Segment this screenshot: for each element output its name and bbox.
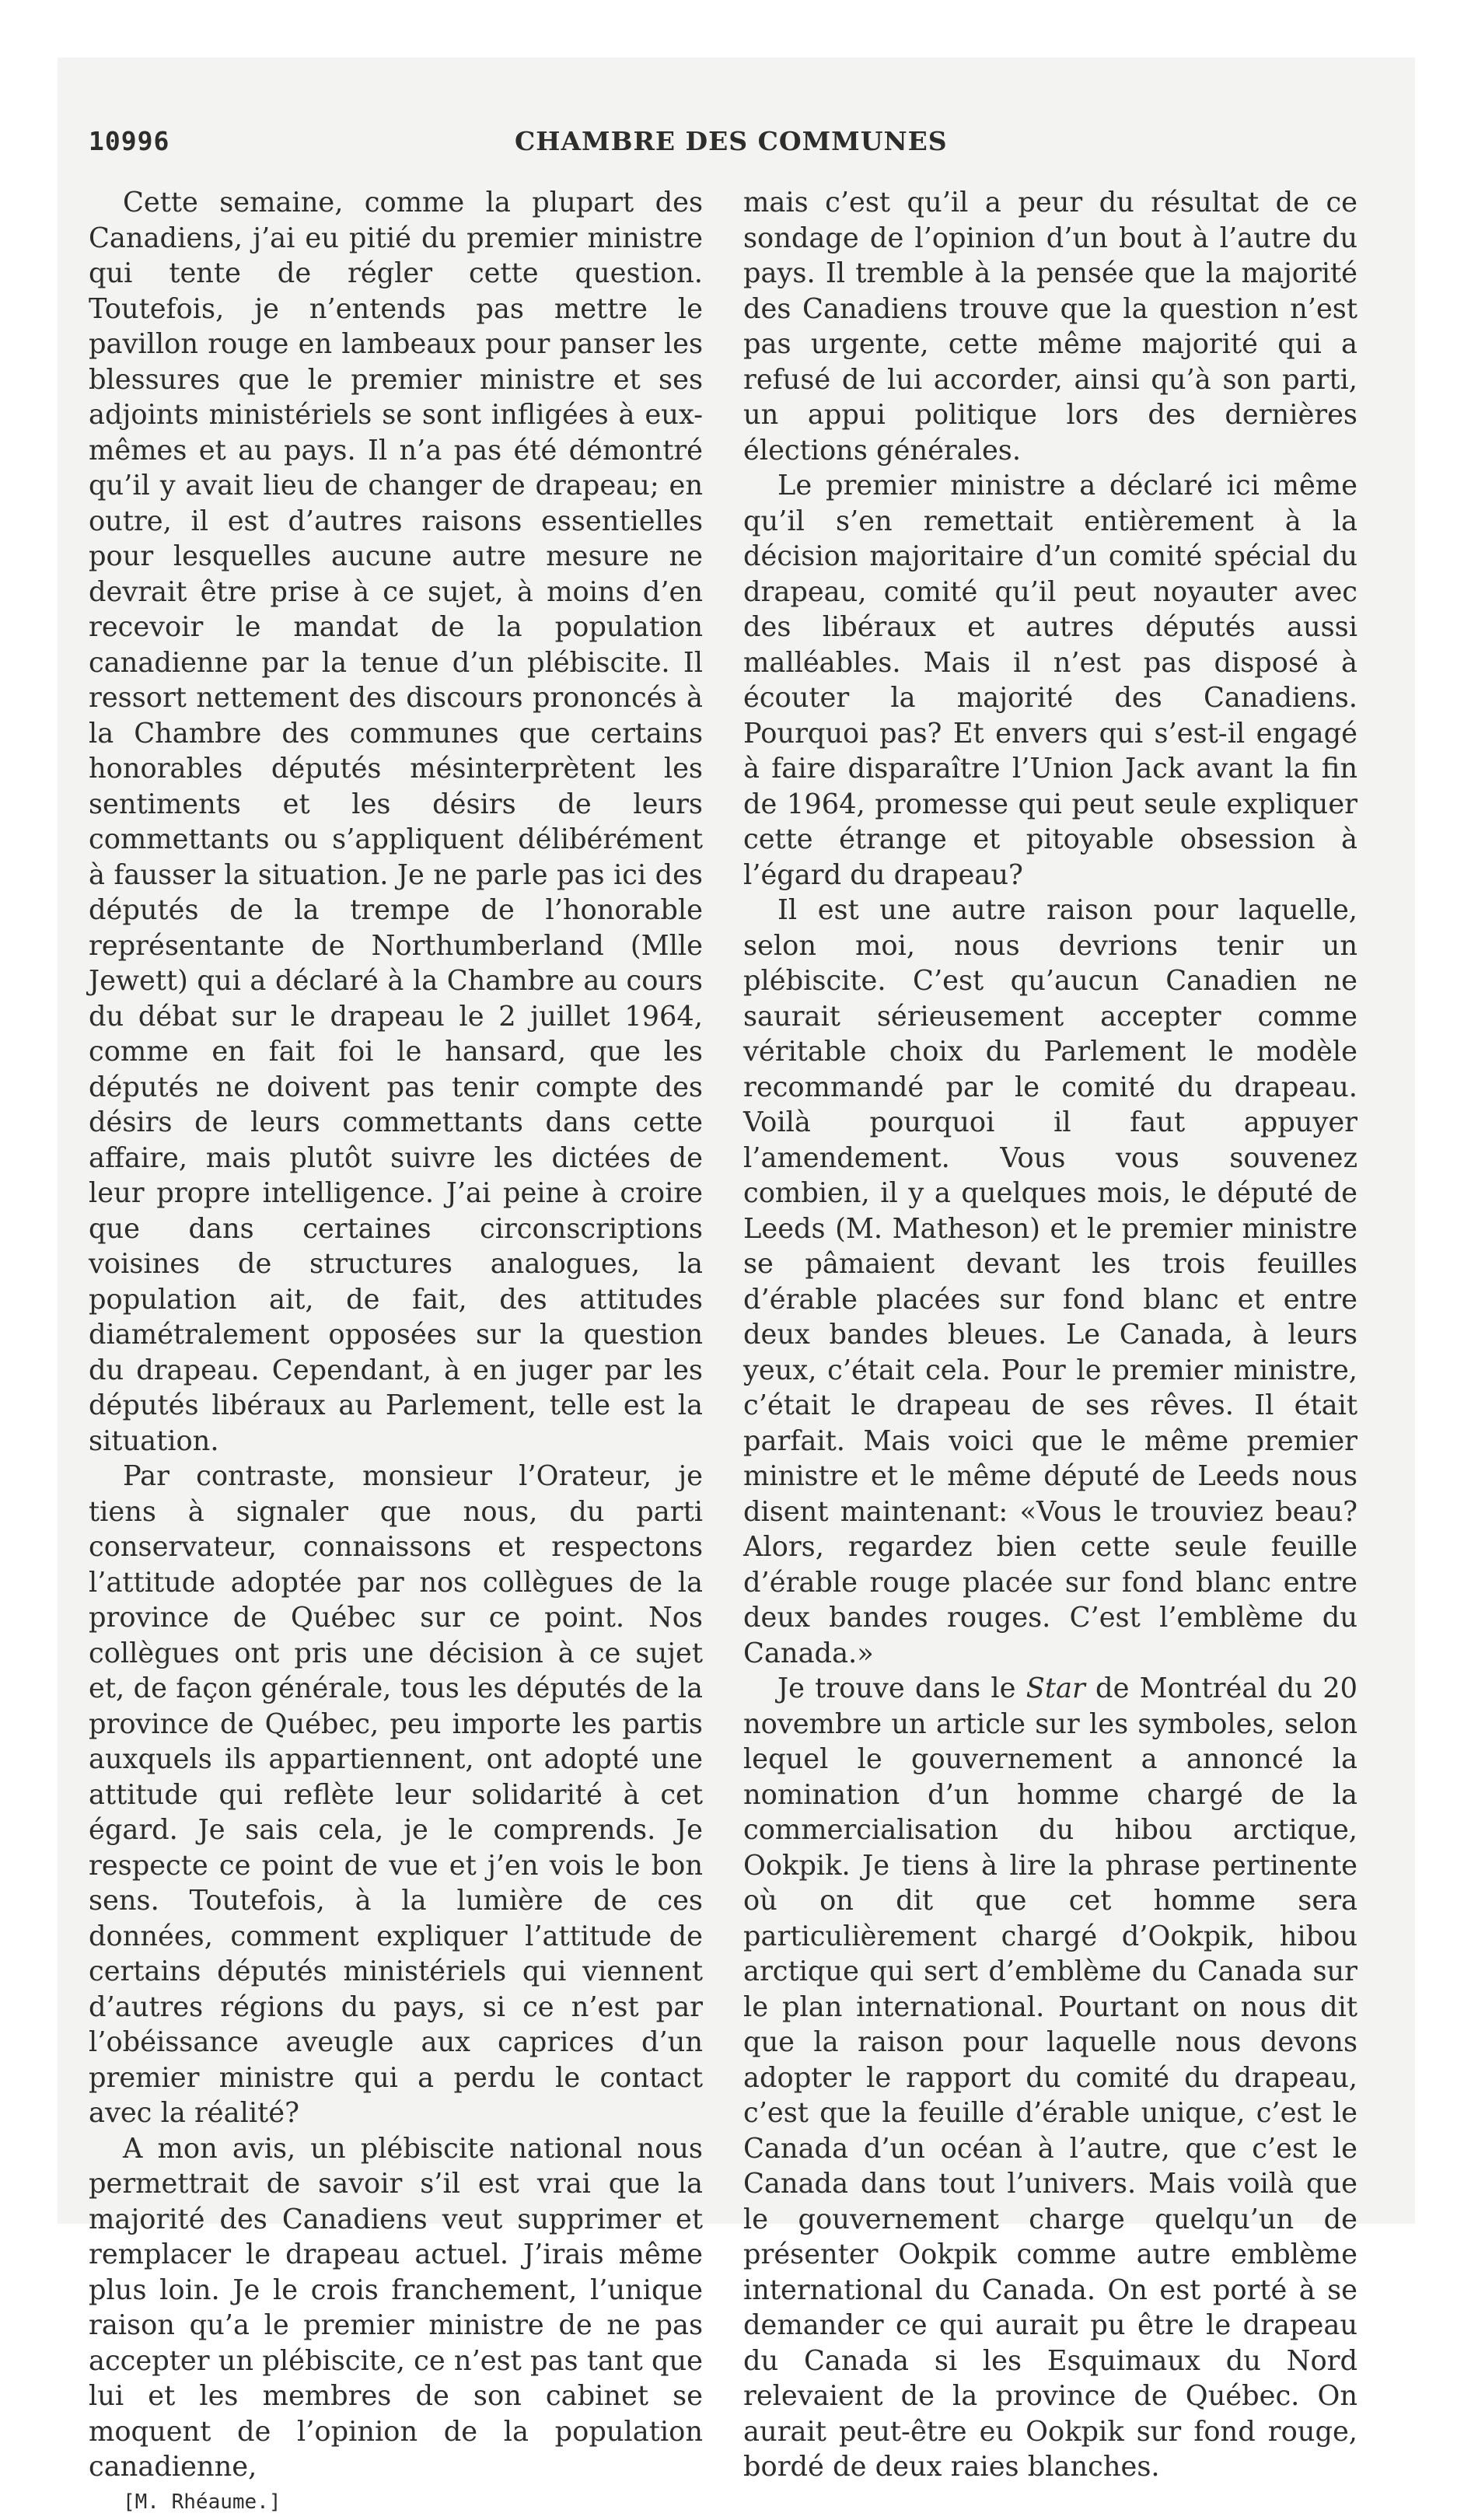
paragraph: Par contraste, monsieur l’Orateur, je tiens à signaler que nous, du parti conservateur, connaissons et respectons l’attitude adoptée par nos collègues de la province de Québec sur ce point. Nos collègues ont pris une décision à ce sujet et, de façon générale, tous les députés de la province de Québec, peu importe les partis auxquels ils appartiennent, ont adopté une attitude qui reflète leur solidarité à cet égard. Je sais cela, je le comprends. Je respecte ce point de vue et j’en vois le bon sens. Toutefois, à la lumière de ces données, comment expliquer l’attitude de certains députés ministériels qui viennent d’autres régions du pays, si ce n’est par l’obéissance aveugle aux caprices d’un premier ministre qui a perdu le contact avec la réalité? xyxy=(89,1459,703,2131)
page-number: 10996 xyxy=(89,126,169,156)
paragraph xyxy=(743,1671,1357,2485)
paragraph: mais c’est qu’il a peur du résultat de ce sondage de l’opinion d’un bout à l’autre du pays. Il tremble à la pensée que la majorité des Canadiens trouve que la question n’est pas urgente, cette même majorité qui a refusé de lui accorder, ainsi qu’à son parti, un appui politique lors des dernières élections générales. xyxy=(743,185,1357,468)
paragraph-text: de Montréal du 20 novembre un article sur les symboles, selon lequel le gouvernement a annoncé la nomination d’un homme chargé de la commercialisation du hibou arctique, Ookpik. Je tiens à lire la phrase pertinente où on dit que cet homme sera particulièrement chargé d’Ookpik, hibou arctique qui sert d’emblème du Canada sur le plan international. Pourtant on nous dit que la raison pour laquelle nous devons adopter le rapport du comité du drapeau, c’est que la feuille d’érable unique, c’est le Canada d’un océan à l’autre, que c’est le Canada dans tout l’univers. Mais voilà que le gouvernement charge quelqu’un de présenter Ookpik comme autre emblème international du Canada. On est porté à se demander ce qui aurait pu être le drapeau du Canada si les Esquimaux du Nord relevaient de la province de Québec. On aurait peut-être eu Ookpik sur fond rouge, bordé de deux raies blanches. xyxy=(743,1672,1357,2483)
right-column xyxy=(743,185,1357,2485)
paragraph: A mon avis, un plébiscite national nous permettrait de savoir s’il est vrai que la majorité des Canadiens veut supprimer et remplacer le drapeau actuel. J’irais même plus loin. Je le crois franchement, l’unique raison qu’a le premier ministre de ne pas accepter un plébiscite, ce n’est pas tant que lui et les membres de son cabinet se moquent de l’opinion de la population canadienne, xyxy=(89,2131,703,2485)
page-header xyxy=(89,126,952,156)
paragraph: Il est une autre raison pour laquelle, selon moi, nous devrions tenir un plébiscite. C’est qu’aucun Canadien ne saurait sérieusement accepter comme véritable choix du Parlement le modèle recommandé par le comité du drapeau. Voilà pourquoi il faut appuyer l’amendement. Vous vous souvenez combien, il y a quelques mois, le député de Leeds (M. Matheson) et le premier ministre se pâmaient devant les trois feuilles d’érable placées sur fond blanc et entre deux bandes bleues. Le Canada, à leurs yeux, c’était cela. Pour le premier ministre, c’était le drapeau de ses rêves. Il était parfait. Mais voici que le même premier ministre et le même député de Leeds nous disent maintenant: «Vous le trouviez beau? Alors, regardez bien cette seule feuille d’érable rouge placée sur fond blanc entre deux bandes rouges. C’est l’emblème du Canada.» xyxy=(743,893,1357,1671)
running-head: CHAMBRE DES COMMUNES xyxy=(515,126,997,156)
paragraph: Cette semaine, comme la plupart des Canadiens, j’ai eu pitié du premier ministre qui tente de régler cette question. Toutefois, je n’entends pas mettre le pavillon rouge en lambeaux pour panser les blessures que le premier ministre et ses adjoints ministériels se sont infligées à eux-mêmes et au pays. Il n’a pas été démontré qu’il y avait lieu de changer de drapeau; en outre, il est d’autres raisons essentielles pour lesquelles aucune autre mesure ne devrait être prise à ce sujet, à moins d’en recevoir le mandat de la population canadienne par la tenue d’un plébiscite. Il ressort nettement des discours prononcés à la Chambre des communes que certains honorables députés mésinterprètent les sentiments et les désirs de leurs commettants ou s’appliquent délibérément à fausser la situation. Je ne parle pas ici des députés de la trempe de l’honorable représentante de Northumberland (Mlle Jewett) qui a déclaré à la Chambre au cours du débat sur le drapeau le 2 juillet 1964, comme en fait foi le hansard, que les députés ne doivent pas tenir compte des désirs de leurs commettants dans cette affaire, mais plutôt suivre les dictées de leur propre intelligence. J’ai peine à croire que dans certaines circonscriptions voisines de structures analogues, la population ait, de fait, des attitudes diamétralement opposées sur la question du drapeau. Cependant, à en juger par les députés libéraux au Parlement, telle est la situation. xyxy=(89,185,703,1459)
paragraph-text: Je trouve dans le xyxy=(777,1672,1026,1704)
speaker-attribution: [M. Rhéaume.] xyxy=(89,2485,703,2520)
left-column xyxy=(89,185,703,2520)
newspaper-title: Star xyxy=(1026,1672,1085,1704)
paragraph: Le premier ministre a déclaré ici même qu’il s’en remettait entièrement à la décision majoritaire d’un comité spécial du drapeau, comité qu’il peut noyauter avec des libéraux et autres députés aussi malléables. Mais il n’est pas disposé à écouter la majorité des Canadiens. Pourquoi pas? Et envers qui s’est-il engagé à faire disparaître l’Union Jack avant la fin de 1964, promesse qui peut seule expliquer cette étrange et pitoyable obsession à l’égard du drapeau? xyxy=(743,468,1357,893)
